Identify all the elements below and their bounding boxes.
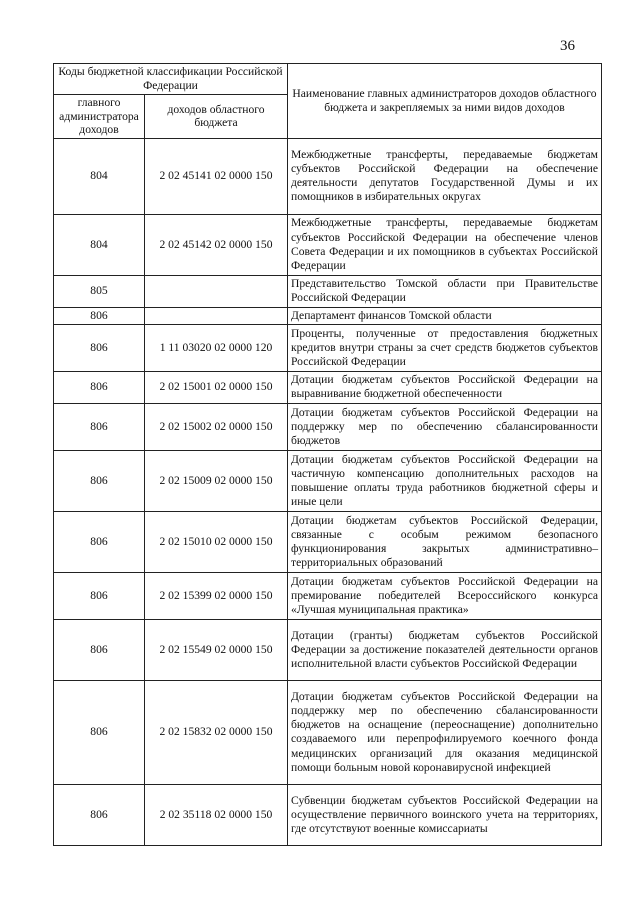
header-codes-group: Коды бюджетной классификации Российской Федерации [54,64,288,95]
name-cell: Межбюджетные трансферты, передаваемые бюджетам субъектов Российской Федерации на обеспечение членов Совета Федерации и их помощников в субъектах Российской Федерации [288,214,602,275]
table-row [54,572,602,619]
income-code-cell: 2 02 35118 02 0000 150 [145,784,288,845]
name-cell: Межбюджетные трансферты, передаваемые бюджетам субъектов Российской Федерации на обеспечение деятельности депутатов Государственной Думы и их помощников в избирательных округах [288,138,602,214]
name-cell: Субвенции бюджетам субъектов Российской Федерации на осуществление первичного воинского учета на территориях, где отсутствуют военные комиссариаты [288,784,602,845]
table-row [54,680,602,784]
name-cell: Представительство Томской области при Правительстве Российской Федерации [288,275,602,307]
admin-code-cell: 806 [54,450,145,511]
table-row [54,138,602,214]
name-cell: Дотации бюджетам субъектов Российской Федерации на премирование победителей Всероссийского конкурса «Лучшая муниципальная практика» [288,572,602,619]
admin-code-cell: 806 [54,403,145,450]
page-number: 36 [560,38,575,54]
table-row [54,324,602,371]
name-cell: Проценты, полученные от предоставления бюджетных кредитов внутри страны за счет средств бюджетов субъектов Российской Федерации [288,324,602,371]
income-code-cell: 1 11 03020 02 0000 120 [145,324,288,371]
table-row [54,450,602,511]
table-row [54,403,602,450]
table-row [54,619,602,680]
income-code-cell: 2 02 15001 02 0000 150 [145,371,288,403]
header-income-code: доходов областного бюджета [145,95,288,139]
budget-classification-table [53,63,602,846]
income-code-cell [145,307,288,324]
header-name: Наименование главных администраторов доходов областного бюджета и закрепляемых за ними видов доходов [288,64,602,139]
income-code-cell: 2 02 45142 02 0000 150 [145,214,288,275]
income-code-cell: 2 02 15399 02 0000 150 [145,572,288,619]
admin-code-cell: 806 [54,572,145,619]
table-row [54,214,602,275]
name-cell: Дотации бюджетам субъектов Российской Федерации на выравнивание бюджетной обеспеченности [288,371,602,403]
admin-code-cell: 805 [54,275,145,307]
income-code-cell: 2 02 45141 02 0000 150 [145,138,288,214]
table-row [54,307,602,324]
admin-code-cell: 804 [54,214,145,275]
income-code-cell [145,275,288,307]
table-row [54,275,602,307]
income-code-cell: 2 02 15010 02 0000 150 [145,511,288,572]
name-cell: Дотации (гранты) бюджетам субъектов Российской Федерации за достижение показателей деятельности органов исполнительной власти субъектов Российской Федерации [288,619,602,680]
header-admin-code: главного администратора доходов [54,95,145,139]
admin-code-cell: 806 [54,307,145,324]
admin-code-cell: 804 [54,138,145,214]
table-row [54,371,602,403]
admin-code-cell: 806 [54,511,145,572]
name-cell: Дотации бюджетам субъектов Российской Федерации на частичную компенсацию дополнительных расходов на повышение оплаты труда работников бюджетной сферы и иные цели [288,450,602,511]
income-code-cell: 2 02 15002 02 0000 150 [145,403,288,450]
income-code-cell: 2 02 15549 02 0000 150 [145,619,288,680]
admin-code-cell: 806 [54,784,145,845]
admin-code-cell: 806 [54,680,145,784]
name-cell: Дотации бюджетам субъектов Российской Федерации на поддержку мер по обеспечению сбалансированности бюджетов на оснащение (переоснащение) дополнительно создаваемого или перепрофилируемого коечного фонда медицинских организаций для оказания медицинской помощи больным новой коронавирусной инфекцией [288,680,602,784]
name-cell: Дотации бюджетам субъектов Российской Федерации, связанные с особым режимом безопасного функционирования закрытых административно–территориальных образований [288,511,602,572]
table-row [54,784,602,845]
admin-code-cell: 806 [54,619,145,680]
table-row [54,511,602,572]
admin-code-cell: 806 [54,324,145,371]
name-cell: Дотации бюджетам субъектов Российской Федерации на поддержку мер по обеспечению сбалансированности бюджетов [288,403,602,450]
name-cell: Департамент финансов Томской области [288,307,602,324]
income-code-cell: 2 02 15832 02 0000 150 [145,680,288,784]
admin-code-cell: 806 [54,371,145,403]
income-code-cell: 2 02 15009 02 0000 150 [145,450,288,511]
